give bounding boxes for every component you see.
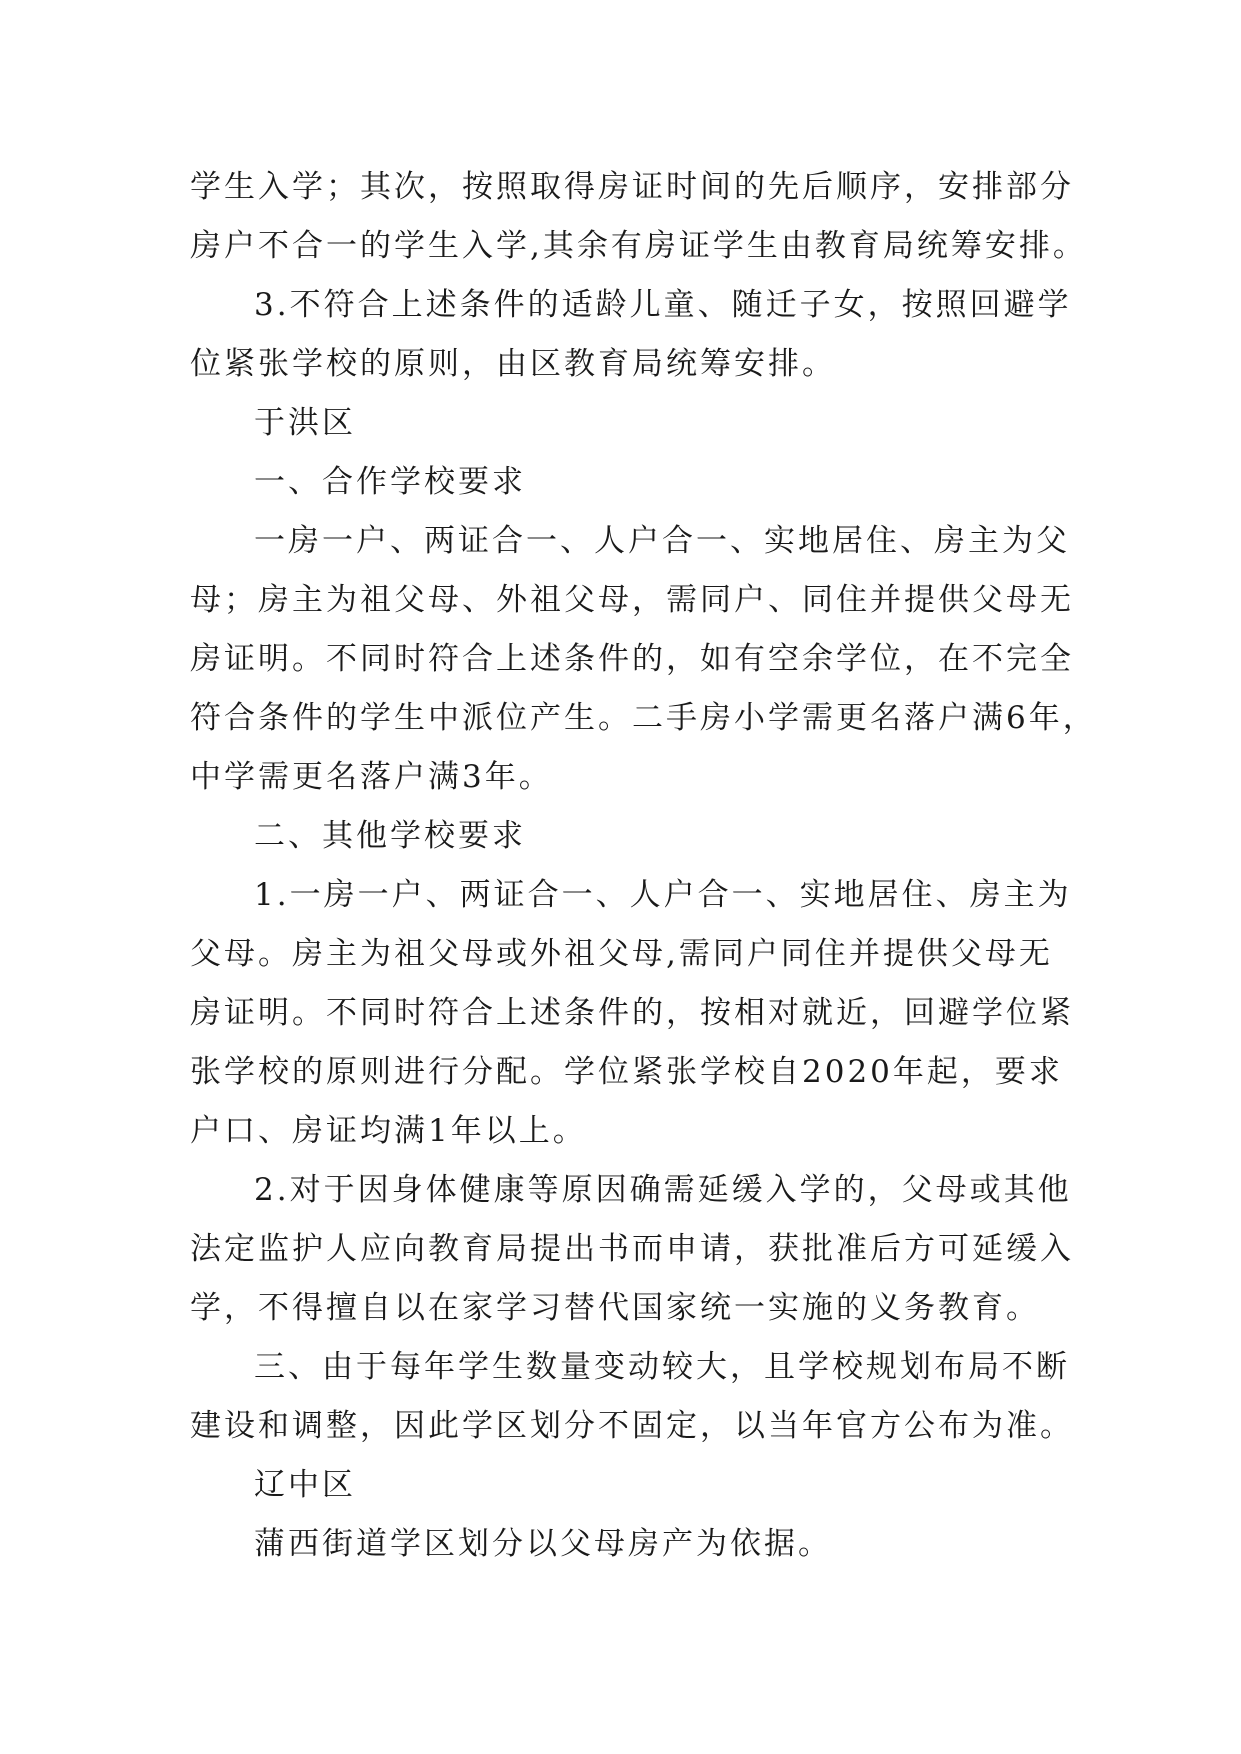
text-line-19: 法定监护人应向教育局提出书而申请，获批准后方可延缓入 <box>190 1231 1074 1267</box>
text-line-21: 三、由于每年学生数量变动较大，且学校规划布局不断 <box>254 1349 1070 1385</box>
text-line-16: 张学校的原则进行分配。学位紧张学校自2020年起，要求 <box>190 1054 1063 1090</box>
text-line-22: 建设和调整，因此学区划分不固定，以当年官方公布为准。 <box>190 1408 1074 1444</box>
text-line-17: 户口、房证均满1年以上。 <box>190 1113 587 1149</box>
text-line-1: 学生入学；其次，按照取得房证时间的先后顺序，安排部分 <box>190 169 1074 205</box>
document-body <box>190 158 1097 1574</box>
text-line-9: 房证明。不同时符合上述条件的，如有空余学位，在不完全 <box>190 641 1074 677</box>
subheading-cooperative-schools: 一、合作学校要求 <box>254 464 526 500</box>
text-line-10: 符合条件的学生中派位产生。二手房小学需更名落户满6年， <box>190 700 1097 736</box>
section-heading-yuhong: 于洪区 <box>254 405 356 441</box>
text-line-24: 蒲西街道学区划分以父母房产为依据。 <box>254 1526 832 1562</box>
text-line-11: 中学需更名落户满3年。 <box>190 759 553 795</box>
section-heading-liaozhong: 辽中区 <box>254 1467 356 1503</box>
subheading-other-schools: 二、其他学校要求 <box>254 818 526 854</box>
text-line-2: 房户不合一的学生入学,其余有房证学生由教育局统筹安排。 <box>190 228 1087 264</box>
text-line-15: 房证明。不同时符合上述条件的，按相对就近，回避学位紧 <box>190 995 1074 1031</box>
text-line-14: 父母。房主为祖父母或外祖父母,需同户同住并提供父母无 <box>190 936 1053 972</box>
text-line-13: 1.一房一户、两证合一、人户合一、实地居住、房主为 <box>254 877 1072 913</box>
text-line-4: 位紧张学校的原则，由区教育局统筹安排。 <box>190 346 836 382</box>
text-line-8: 母；房主为祖父母、外祖父母，需同户、同住并提供父母无 <box>190 582 1074 618</box>
text-line-3: 3.不符合上述条件的适龄儿童、随迁子女，按照回避学 <box>254 287 1072 323</box>
text-line-18: 2.对于因身体健康等原因确需延缓入学的，父母或其他 <box>254 1172 1072 1208</box>
text-line-7: 一房一户、两证合一、人户合一、实地居住、房主为父 <box>254 523 1070 559</box>
text-line-20: 学，不得擅自以在家学习替代国家统一实施的义务教育。 <box>190 1290 1040 1326</box>
